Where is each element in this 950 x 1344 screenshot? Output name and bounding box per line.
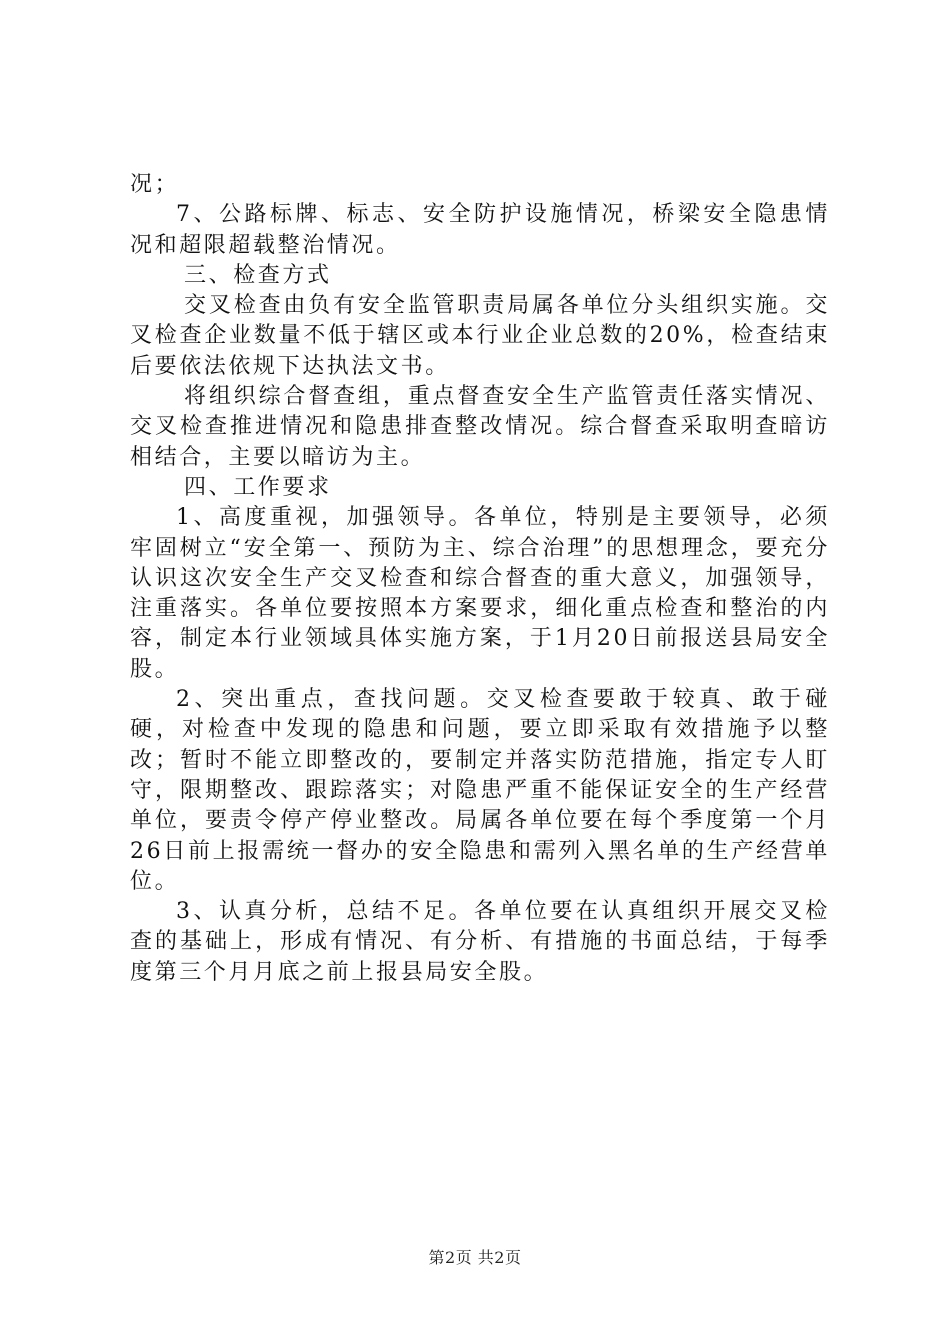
page-number-footer: 第2页 共2页 [428, 1248, 522, 1267]
document-body [130, 170, 830, 988]
list-item-1: 1、高度重视，加强领导。各单位，特别是主要领导，必须牢固树立“安全第一、预防为主、综合治理”的思想理念，要充分认识这次安全生产交叉检查和综合督查的重大意义，加强领导，注重落实。各单位要按照本方案要求，细化重点检查和整治的内容，制定本行业领域具体实施方案，于1月20日前报送县局安全股。 [130, 505, 830, 682]
paragraph-supervision-group: 将组织综合督查组，重点督查安全生产监管责任落实情况、交叉检查推进情况和隐患排查整改情况。综合督查采取明查暗访相结合，主要以暗访为主。 [130, 384, 830, 470]
list-item-7: 7、公路标牌、标志、安全防护设施情况，桥梁安全隐患情况和超限超载整治情况。 [130, 202, 830, 258]
section-heading-inspection-method: 三、检查方式 [184, 262, 332, 288]
paragraph-continuation: 况； [130, 172, 180, 197]
list-item-3: 3、认真分析，总结不足。各单位要在认真组织开展交叉检查的基础上，形成有情况、有分析、有措施的书面总结，于每季度第三个月月底之前上报县局安全股。 [130, 899, 830, 985]
paragraph-cross-inspection: 交叉检查由负有安全监管职责局属各单位分头组织实施。交叉检查企业数量不低于辖区或本行业企业总数的20%，检查结束后要依法依规下达执法文书。 [130, 293, 830, 379]
section-heading-work-requirements: 四、工作要求 [184, 474, 332, 500]
list-item-2: 2、突出重点，查找问题。交叉检查要敢于较真、敢于碰硬，对检查中发现的隐患和问题，要立即采取有效措施予以整改；暂时不能立即整改的，要制定并落实防范措施，指定专人盯守，限期整改、跟踪落实；对隐患严重不能保证安全的生产经营单位，要责令停产停业整改。局属各单位要在每个季度第一个月26日前上报需统一督办的安全隐患和需列入黑名单的生产经营单位。 [130, 687, 830, 894]
